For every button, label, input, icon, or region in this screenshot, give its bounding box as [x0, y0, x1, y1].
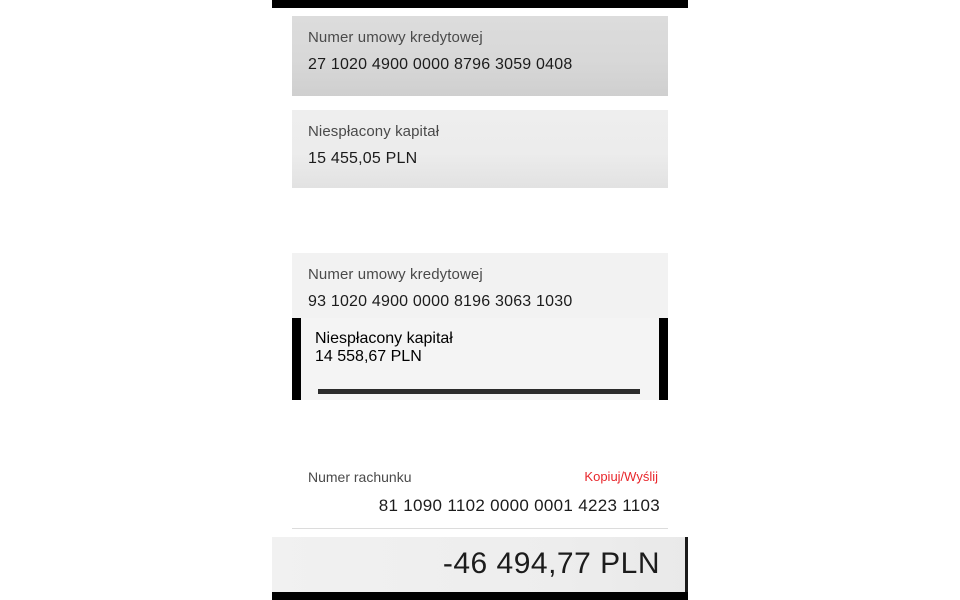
- account-number-label: Numer rachunku: [308, 469, 412, 485]
- unpaid-capital-value-2: 14 558,67 PLN: [315, 348, 422, 365]
- copy-send-link[interactable]: Kopiuj/Wyślij: [584, 469, 658, 484]
- unpaid-capital-card-2[interactable]: [301, 318, 659, 400]
- balance-amount: -46 494,77 PLN: [442, 547, 660, 580]
- selection-handle-right-icon[interactable]: [659, 318, 668, 400]
- unpaid-capital-label-2: Niespłacony kapitał: [315, 330, 453, 347]
- selection-underline: [318, 389, 640, 394]
- content-gap: [292, 194, 668, 248]
- selection-handle-left-icon[interactable]: [292, 318, 301, 400]
- loan-agreement-label-1: Numer umowy kredytowej: [308, 29, 483, 46]
- top-black-bar: [272, 0, 688, 8]
- divider: [292, 528, 668, 529]
- phone-screenshot: [272, 0, 688, 600]
- screen-content: [272, 8, 688, 592]
- balance-band: [272, 537, 688, 592]
- balance-right-edge: [685, 537, 688, 592]
- loan-agreement-number-1: 27 1020 4900 0000 8796 3059 0408: [308, 56, 573, 73]
- loan-agreement-number-2: 93 1020 4900 0000 8196 3063 1030: [308, 293, 573, 310]
- unpaid-capital-value-1: 15 455,05 PLN: [308, 150, 418, 167]
- text-selection-region[interactable]: [292, 318, 668, 400]
- unpaid-capital-label-1: Niespłacony kapitał: [308, 123, 440, 140]
- account-number-value: 81 1090 1102 0000 0001 4223 1103: [378, 496, 660, 515]
- loan-agreement-label-2: Numer umowy kredytowej: [308, 266, 483, 283]
- loan-agreement-card-1[interactable]: [292, 16, 668, 96]
- account-number-row: [292, 463, 668, 499]
- unpaid-capital-card-1[interactable]: [292, 110, 668, 188]
- bottom-black-bar: [272, 592, 688, 600]
